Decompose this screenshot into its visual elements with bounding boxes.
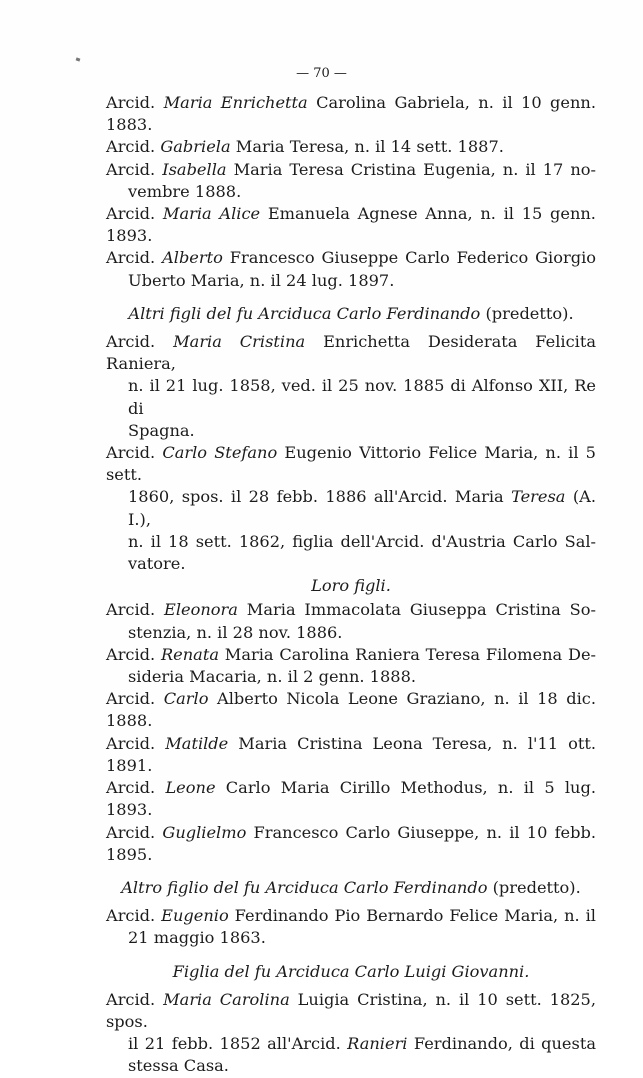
entry: Arcid. Carlo Stefano Eugenio Vittorio Felice Maria, n. il 5 sett. 1860, spos. il 28 febb. 1886 all'Arcid. Maria Teresa (A. I.), n. il 18 sett. 1862, figlia dell'Arcid. d'Austria Carlo Sal- vatore. (106, 443, 596, 574)
entry: Arcid. Matilde Maria Cristina Leona Teresa, n. l'11 ott. 1891. (106, 733, 596, 775)
entry: Arcid. Isabella Maria Teresa Cristina Eugenia, n. il 17 no- vembre 1888. (106, 159, 596, 201)
section-heading: Figlia del fu Arciduca Carlo Luigi Giovanni. (172, 961, 530, 981)
entry: Arcid. Gabriela Maria Teresa, n. il 14 sett. 1887. (106, 137, 504, 157)
entry: Arcid. Maria Enrichetta Carolina Gabriela, n. il 10 genn. 1883. (106, 93, 596, 135)
entry: Arcid. Renata Maria Carolina Raniera Teresa Filomena De- sideria Macaria, n. il 2 genn. 1888. (106, 644, 596, 687)
entry: Arcid. Alberto Francesco Giuseppe Carlo Federico Giorgio Uberto Maria, n. il 24 lug. 1897. (106, 248, 596, 290)
entry: Arcid. Guglielmo Francesco Carlo Giuseppe, n. il 10 febb. 1895. (106, 822, 597, 864)
entry: Arcid. Eleonora Maria Immacolata Giuseppa Cristina So- stenzia, n. il 28 nov. 1886. (106, 600, 596, 642)
section-heading: Altri figli del fu Arciduca Carlo Ferdinando (predetto). (128, 303, 574, 323)
page-number: — 70 — (296, 66, 347, 81)
section-heading: Altro figlio del fu Arciduca Carlo Ferdinando (predetto). (121, 877, 581, 897)
scan-mark (76, 57, 81, 61)
entry: Arcid. Carlo Alberto Nicola Leone Graziano, n. il 18 dic. 1888. (106, 689, 596, 731)
subheading: Loro figli. (311, 576, 391, 596)
entry: Arcid. Eugenio Ferdinando Pio Bernardo Felice Maria, n. il 21 maggio 1863. (106, 906, 596, 948)
page-body (106, 92, 596, 1078)
entry: Arcid. Leone Carlo Maria Cirillo Methodus, n. il 5 lug. 1893. (106, 778, 596, 820)
entry: Arcid. Maria Alice Emanuela Agnese Anna, n. il 15 genn. 1893. (106, 204, 596, 246)
entry: Arcid. Maria Carolina Luigia Cristina, n. il 10 sett. 1825, spos. il 21 febb. 1852 all'Arcid. Ranieri Ferdinando, di questa stessa Casa. (106, 989, 596, 1076)
entry: Arcid. Maria Cristina Enrichetta Desiderata Felicita Raniera, n. il 21 lug. 1858, ved. il 25 nov. 1885 di Alfonso XII, Re di Spagna. (106, 332, 596, 440)
